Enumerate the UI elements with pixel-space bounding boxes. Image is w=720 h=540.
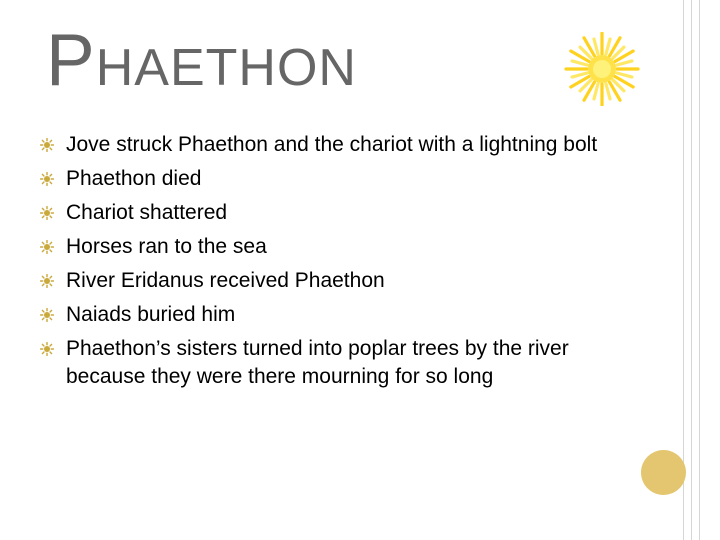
sun-bullet-icon [40,342,54,356]
bullet-text: Phaethon died [66,167,202,190]
bullet-item [40,335,640,391]
sun-bullet-icon [40,240,54,254]
bullet-list [40,131,640,397]
decorative-circle [641,450,686,495]
bullet-text: River Eridanus received Phaethon [66,269,385,292]
bullet-text: Horses ran to the sea [66,235,267,258]
bullet-item [40,199,640,227]
sun-bullet-icon [40,172,54,186]
sun-bullet-icon [40,308,54,322]
sun-bullet-icon [40,206,54,220]
right-border-line [683,0,684,540]
bullet-text: Jove struck Phaethon and the chariot with a lightning bolt [66,133,598,156]
bullet-item [40,131,640,159]
sun-bullet-icon [40,274,54,288]
bullet-text: Phaethon’s sisters turned into poplar trees by the river because they were there mourning for so long [66,337,569,388]
sun-bullet-icon [40,138,54,152]
right-border-line [699,0,700,540]
bullet-item [40,165,640,193]
bullet-text: Chariot shattered [66,201,228,224]
bullet-text: Naiads buried him [66,303,236,326]
right-border-line [691,0,692,540]
bullet-item [40,301,640,329]
sun-icon [564,32,640,106]
bullet-item [40,233,640,261]
slide-title: PHAETHON [46,20,357,101]
bullet-item [40,267,640,295]
